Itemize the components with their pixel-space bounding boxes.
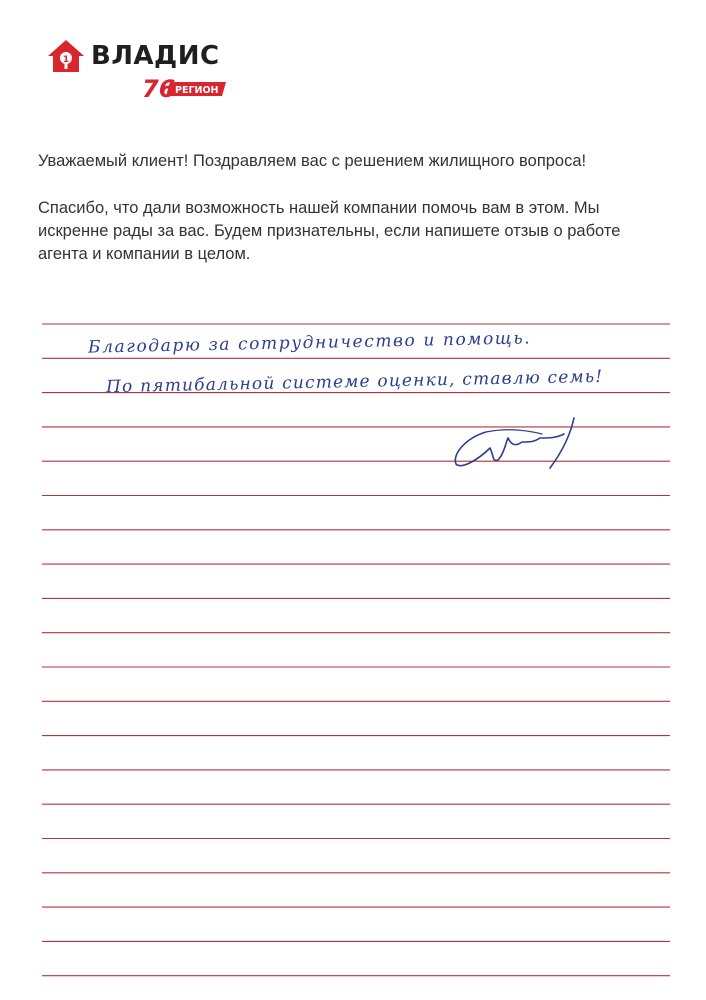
intro-text: [38, 150, 678, 266]
region-label: РЕГИОН: [175, 85, 219, 96]
review-line-1: Благодарю за сотрудничество и помощь.: [87, 328, 532, 358]
request-text: Спасибо, что дали возможность нашей компании помочь вам в этом. Мы искренне рады за вас. Будем признательны, если напишете отзыв о работе агента и компании в целом.: [38, 199, 621, 263]
region-badge: [142, 73, 228, 103]
review-line-2: По пятибальной системе оценки, ставлю семь!: [105, 366, 604, 398]
region-number: 76: [142, 75, 176, 103]
brand-name: ВЛАДИС: [91, 41, 220, 71]
greeting: Уважаемый клиент! Поздравляем вас с решением жилищного вопроса!: [38, 152, 587, 170]
company-logo: [46, 38, 236, 108]
house-key-icon: [46, 38, 86, 74]
handwritten-signature: [446, 412, 596, 474]
svg-text:1: 1: [62, 55, 70, 65]
